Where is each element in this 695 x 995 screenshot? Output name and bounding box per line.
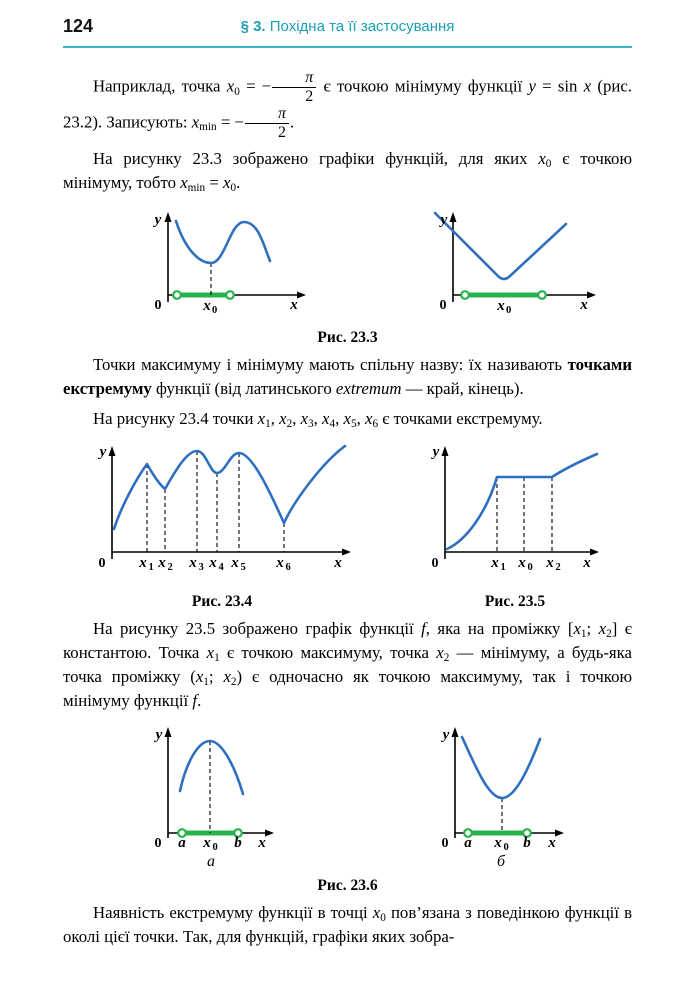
paragraph-fig234-intro: На рисунку 23.4 точки x1, x2, x3, x4, x5, x6 є точками екстремуму.	[93, 409, 543, 431]
origin-label: 0	[154, 836, 162, 852]
figure-23-6-left	[140, 721, 282, 871]
x1-subscript: 1	[500, 562, 506, 574]
function-curve	[435, 213, 566, 279]
x1-label: x	[491, 555, 499, 572]
function-curve	[180, 741, 243, 794]
x-axis-arrow	[297, 292, 306, 299]
x2-subscript: 2	[167, 562, 173, 574]
y-axis-label: y	[154, 212, 162, 229]
x6-subscript: 6	[285, 562, 291, 574]
x0-label: x	[203, 298, 211, 315]
x4-subscript: 4	[218, 562, 224, 574]
chapter-header	[63, 18, 632, 35]
x0-subscript: 0	[527, 562, 533, 574]
x5-label: x	[231, 555, 239, 572]
x-axis-arrow	[590, 549, 599, 556]
x2-label: x	[546, 555, 554, 572]
figure-23-6-right	[430, 721, 572, 871]
interval-endpoint	[226, 291, 234, 299]
subfigure-label-b: б	[496, 853, 506, 871]
y-axis-arrow	[450, 212, 457, 222]
x0-subscript: 0	[506, 305, 512, 317]
figure-23-4-graph	[88, 439, 356, 587]
x-axis-arrow	[265, 830, 274, 837]
figure-caption-23-4: Рис. 23.4	[191, 593, 253, 611]
fraction: $\frac{\pi}{2}$	[272, 70, 316, 106]
x6-label: x	[276, 555, 284, 572]
figure-23-5	[425, 439, 605, 611]
y-axis-label: y	[442, 727, 450, 744]
x3-label: x	[189, 555, 197, 572]
section-number: § 3.	[240, 18, 266, 35]
figure-23-6	[140, 721, 632, 871]
figure-caption-23-5: Рис. 23.5	[484, 593, 546, 611]
figure-23-6-right-graph	[430, 721, 572, 851]
paragraph-extremum-definition: Точки максимуму і мінімуму мають спільну назву: їх називають точками екстремуму функції (від латинського extremum — край, кінець).	[63, 355, 632, 399]
b-label: b	[523, 835, 531, 852]
page-content	[63, 70, 632, 949]
x2-subscript: 2	[555, 562, 561, 574]
y-axis-label: y	[155, 727, 163, 744]
x3-subscript: 3	[198, 562, 204, 574]
x0-label: x	[497, 298, 505, 315]
x0-label: x	[518, 555, 526, 572]
figure-23-5-graph	[425, 439, 605, 587]
y-axis-arrow	[109, 446, 116, 456]
origin-label: 0	[154, 298, 162, 314]
y-axis-label: y	[440, 212, 448, 229]
section-title: Похідна та її застосування	[269, 18, 455, 35]
y-axis-arrow	[165, 727, 172, 737]
interval-endpoint	[538, 291, 546, 299]
x1-label: x	[139, 555, 147, 572]
figure-23-3-right-graph	[403, 205, 603, 323]
a-label: a	[464, 835, 472, 852]
x-axis-arrow	[342, 549, 351, 556]
x-axis-label: x	[258, 835, 266, 852]
x-axis-label: x	[290, 297, 298, 314]
x4-label: x	[209, 555, 217, 572]
figure-row-23-4-23-5	[88, 439, 632, 611]
x0-label: x	[203, 835, 211, 852]
figure-caption-23-6: Рис. 23.6	[317, 877, 378, 895]
figure-23-4	[88, 439, 356, 611]
fraction: $\frac{\pi}{2}$	[245, 106, 289, 142]
x-axis-label: x	[548, 835, 556, 852]
paragraph-fig235-explanation: На рисунку 23.5 зображено графік функції f, яка на проміжку [x1; x2] є константою. Точка x1 є точкою максимуму, точка x2 — мінімуму, а будь-яка точка проміжку (x1; x2) є одночасно як точкою максимуму, так і точкою мінімуму функції f.	[63, 619, 632, 711]
interval-endpoint	[461, 291, 469, 299]
function-curve	[462, 737, 540, 798]
y-axis-arrow	[165, 212, 172, 222]
x2-label: x	[158, 555, 166, 572]
y-axis-arrow	[452, 727, 459, 737]
x0-subscript: 0	[503, 842, 509, 852]
figure-caption-23-3: Рис. 23.3	[317, 329, 378, 347]
origin-label: 0	[431, 556, 439, 572]
figure-23-6-left-graph	[140, 721, 282, 851]
page-number: 124	[63, 16, 94, 36]
x0-subscript: 0	[212, 305, 218, 317]
y-axis-label: y	[432, 444, 440, 461]
paragraph-example-sin: Наприклад, точка x0 = − $\frac{\pi}{2}$ є точкою мінімуму функції y = sin x (рис. 23.2). Записують: xmin = − $\frac{\pi}{2}$ .	[63, 69, 632, 141]
origin-label: 0	[441, 836, 449, 852]
x-axis-label: x	[334, 555, 342, 572]
interval-endpoint	[173, 291, 181, 299]
paragraph-extremum-neighborhood: Наявність екстремуму функції в точці x0 пов’язана з поведінкою функції в околі цієї точки. Так, для функцій, графіки яких зобра-	[63, 903, 632, 947]
page-header	[63, 0, 632, 42]
figure-23-3-left-graph	[113, 205, 313, 323]
x0-label: x	[494, 835, 502, 852]
paragraph-fig233-intro: На рисунку 23.3 зображено графіки функцій, для яких x0 є точкою мінімуму, тобто xmin = x0.	[63, 149, 632, 195]
x5-subscript: 5	[240, 562, 246, 574]
y-axis-label: y	[99, 444, 107, 461]
x1-subscript: 1	[148, 562, 154, 574]
b-label: b	[234, 835, 242, 852]
function-curve	[114, 446, 345, 529]
a-label: a	[178, 835, 186, 852]
header-rule	[63, 46, 632, 48]
origin-label: 0	[98, 556, 106, 572]
subfigure-label-a: а	[207, 853, 215, 871]
figure-23-3	[113, 205, 632, 323]
function-curve	[176, 221, 270, 263]
x-axis-arrow	[555, 830, 564, 837]
origin-label: 0	[439, 298, 447, 314]
y-axis-arrow	[442, 446, 449, 456]
x0-subscript: 0	[212, 842, 218, 852]
x-axis-label: x	[580, 297, 588, 314]
function-curve	[447, 454, 597, 549]
x-axis-label: x	[583, 555, 591, 572]
x-axis-arrow	[587, 292, 596, 299]
